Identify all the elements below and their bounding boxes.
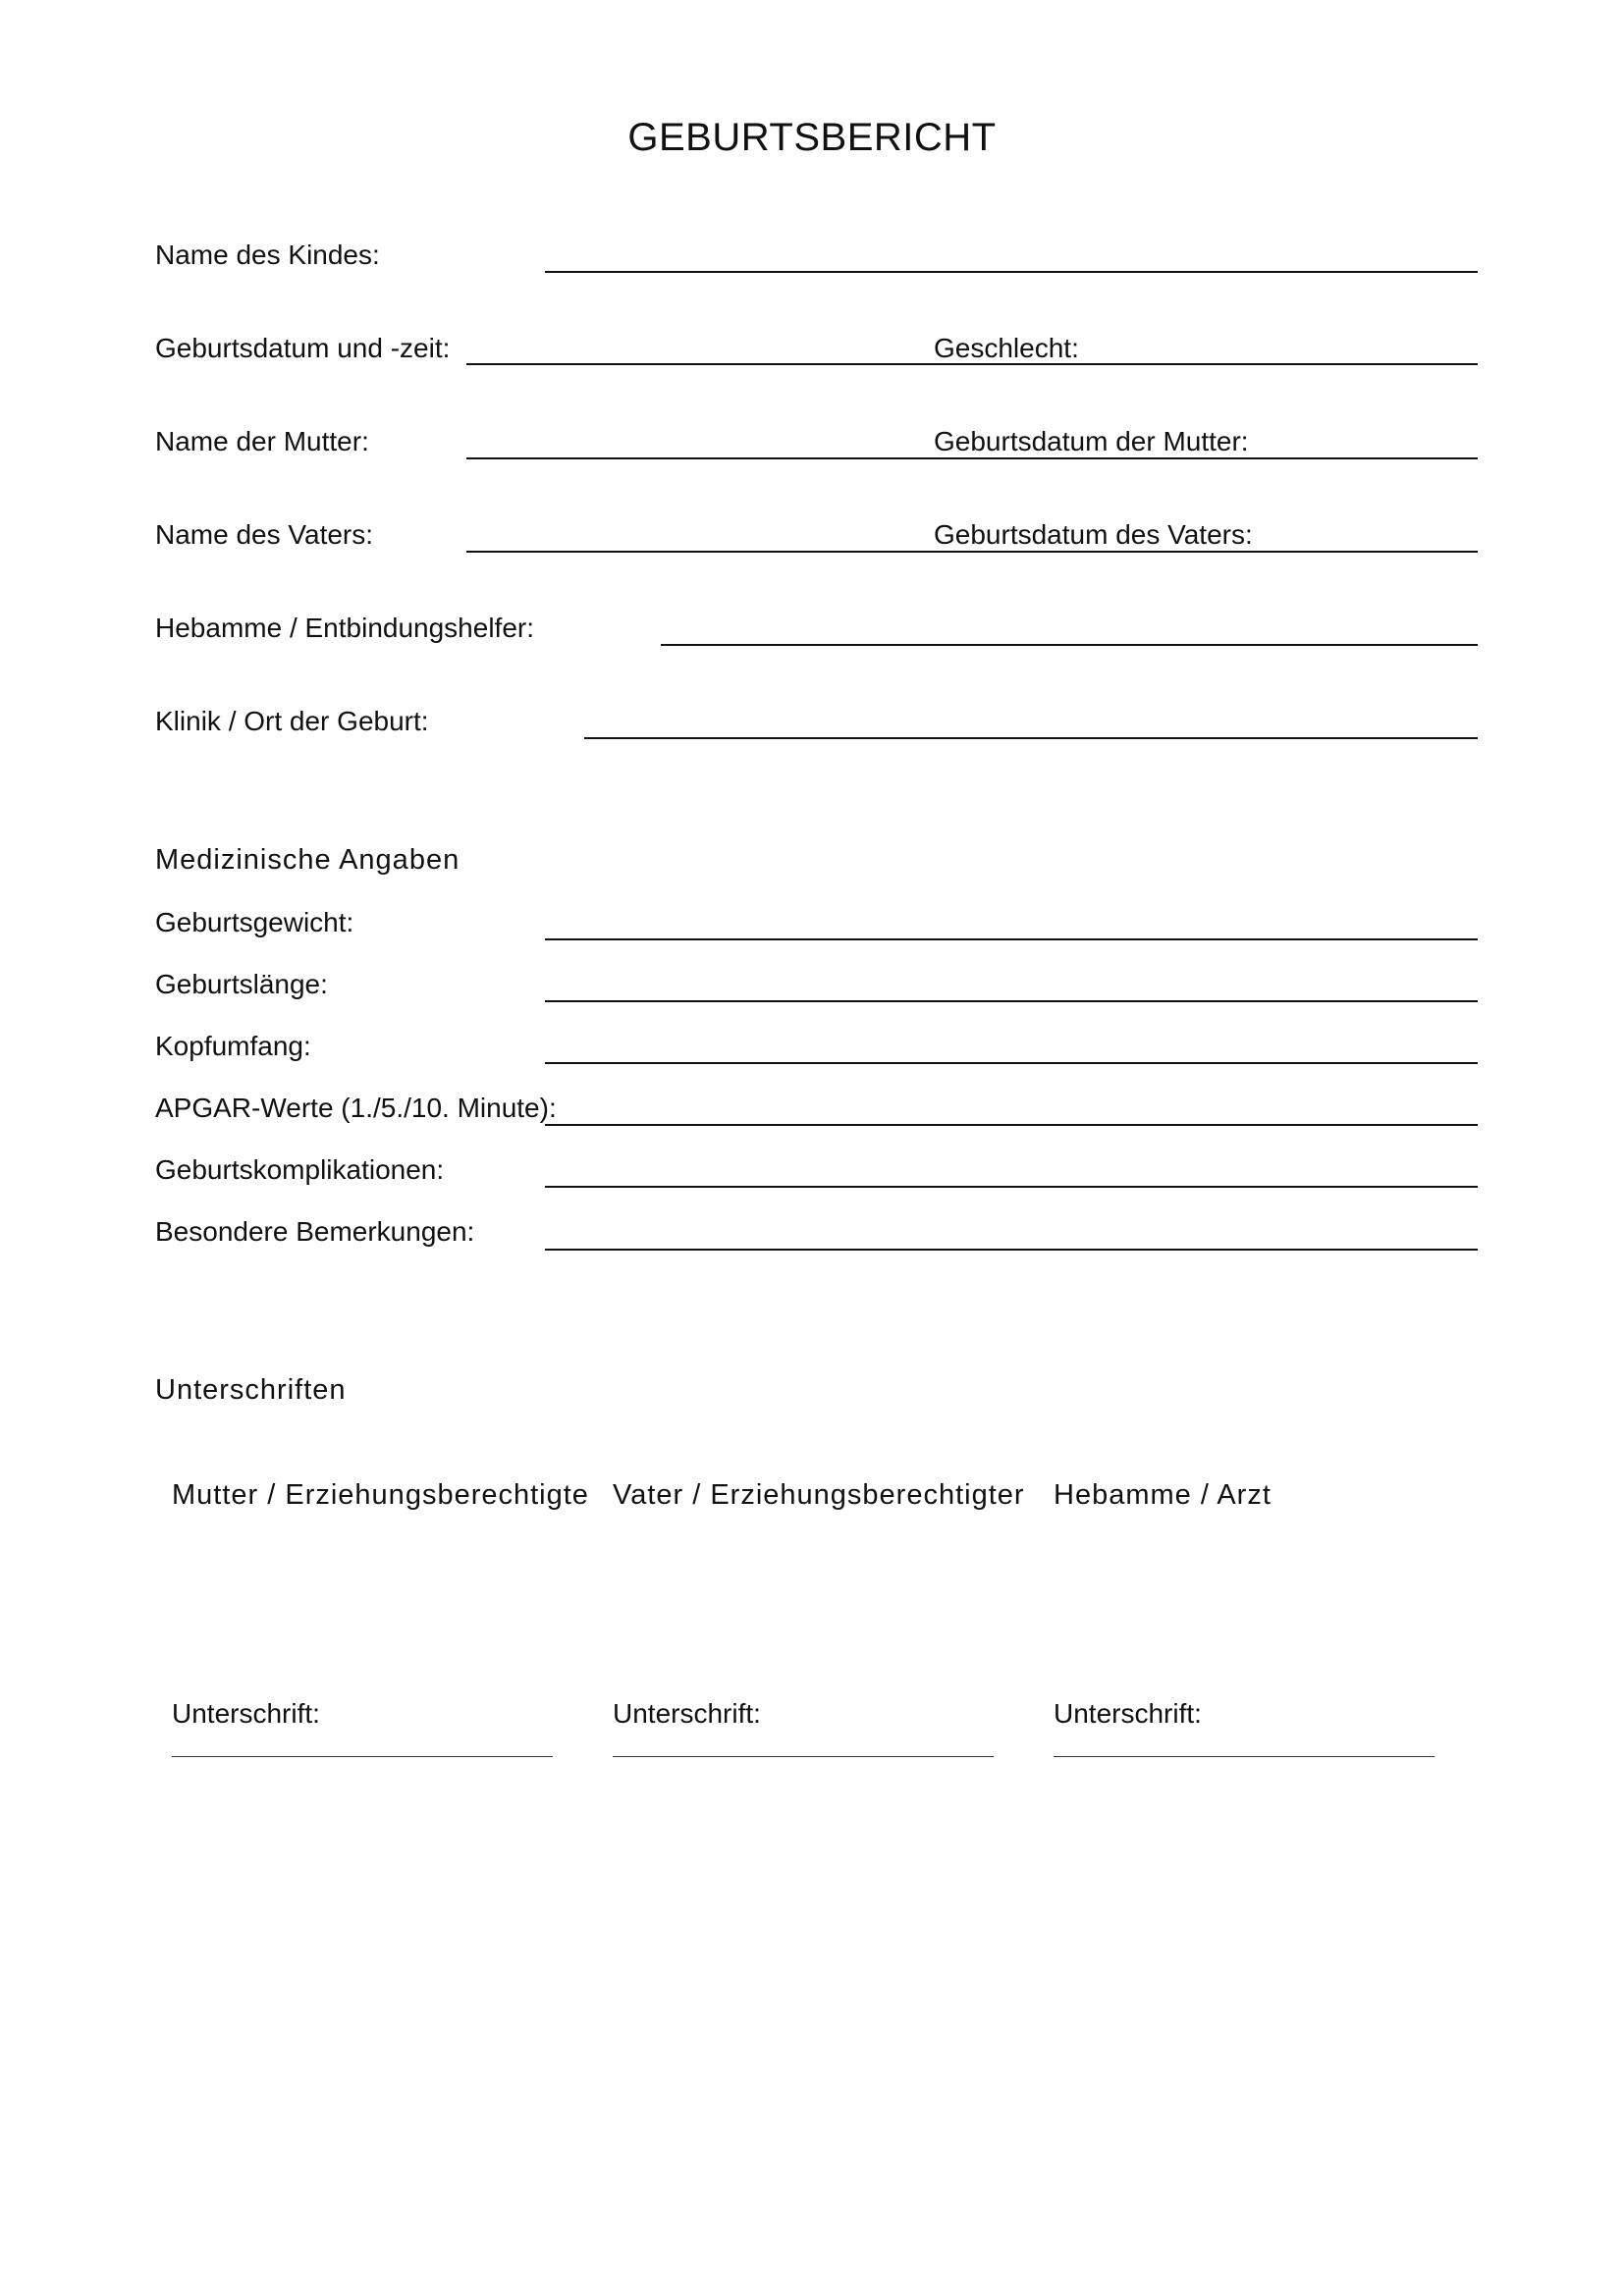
document-title: GEBURTSBERICHT xyxy=(627,116,997,159)
clinic-label: Klinik / Ort der Geburt: xyxy=(155,706,429,736)
mother-name-label: Name der Mutter: xyxy=(155,426,369,456)
mother-name-field[interactable] xyxy=(466,457,1478,459)
signature-label-mother: Unterschrift: xyxy=(172,1698,320,1729)
remarks-label: Besondere Bemerkungen: xyxy=(155,1216,475,1247)
remarks-field[interactable] xyxy=(545,1249,1478,1251)
complications-label: Geburtskomplikationen: xyxy=(155,1154,445,1185)
signature-role-mother: Mutter / Erziehungsberechtigte xyxy=(172,1479,589,1511)
signature-label-father: Unterschrift: xyxy=(613,1698,761,1729)
midwife-field[interactable] xyxy=(661,644,1478,646)
birth-weight-field[interactable] xyxy=(545,938,1478,940)
signature-line-father[interactable] xyxy=(613,1756,994,1757)
child-name-label: Name des Kindes: xyxy=(155,240,380,270)
sex-label: Geschlecht: xyxy=(934,333,1079,363)
head-circumference-label: Kopfumfang: xyxy=(155,1031,311,1061)
father-birthdate-label: Geburtsdatum des Vaters: xyxy=(934,519,1253,550)
apgar-label: APGAR-Werte (1./5./10. Minute): xyxy=(155,1093,557,1123)
birth-datetime-field[interactable] xyxy=(466,363,1478,365)
signature-label-midwife: Unterschrift: xyxy=(1054,1698,1202,1729)
midwife-label: Hebamme / Entbindungshelfer: xyxy=(155,613,534,643)
birth-datetime-label: Geburtsdatum und -zeit: xyxy=(155,333,451,363)
mother-birthdate-label: Geburtsdatum der Mutter: xyxy=(934,426,1249,456)
medical-section-heading: Medizinische Angaben xyxy=(155,844,460,876)
head-circumference-field[interactable] xyxy=(545,1062,1478,1064)
signature-role-midwife: Hebamme / Arzt xyxy=(1054,1479,1272,1511)
birth-length-field[interactable] xyxy=(545,1000,1478,1002)
complications-field[interactable] xyxy=(545,1186,1478,1188)
clinic-field[interactable] xyxy=(584,737,1478,739)
signature-role-father: Vater / Erziehungsberechtigter xyxy=(613,1479,1025,1511)
apgar-field[interactable] xyxy=(545,1124,1478,1126)
signature-line-mother[interactable] xyxy=(172,1756,553,1757)
father-name-label: Name des Vaters: xyxy=(155,519,374,550)
father-name-field[interactable] xyxy=(466,551,1478,553)
child-name-field[interactable] xyxy=(545,271,1478,273)
birth-length-label: Geburtslänge: xyxy=(155,969,328,999)
birth-weight-label: Geburtsgewicht: xyxy=(155,907,354,937)
signature-line-midwife[interactable] xyxy=(1054,1756,1435,1757)
signatures-section-heading: Unterschriften xyxy=(155,1374,347,1406)
